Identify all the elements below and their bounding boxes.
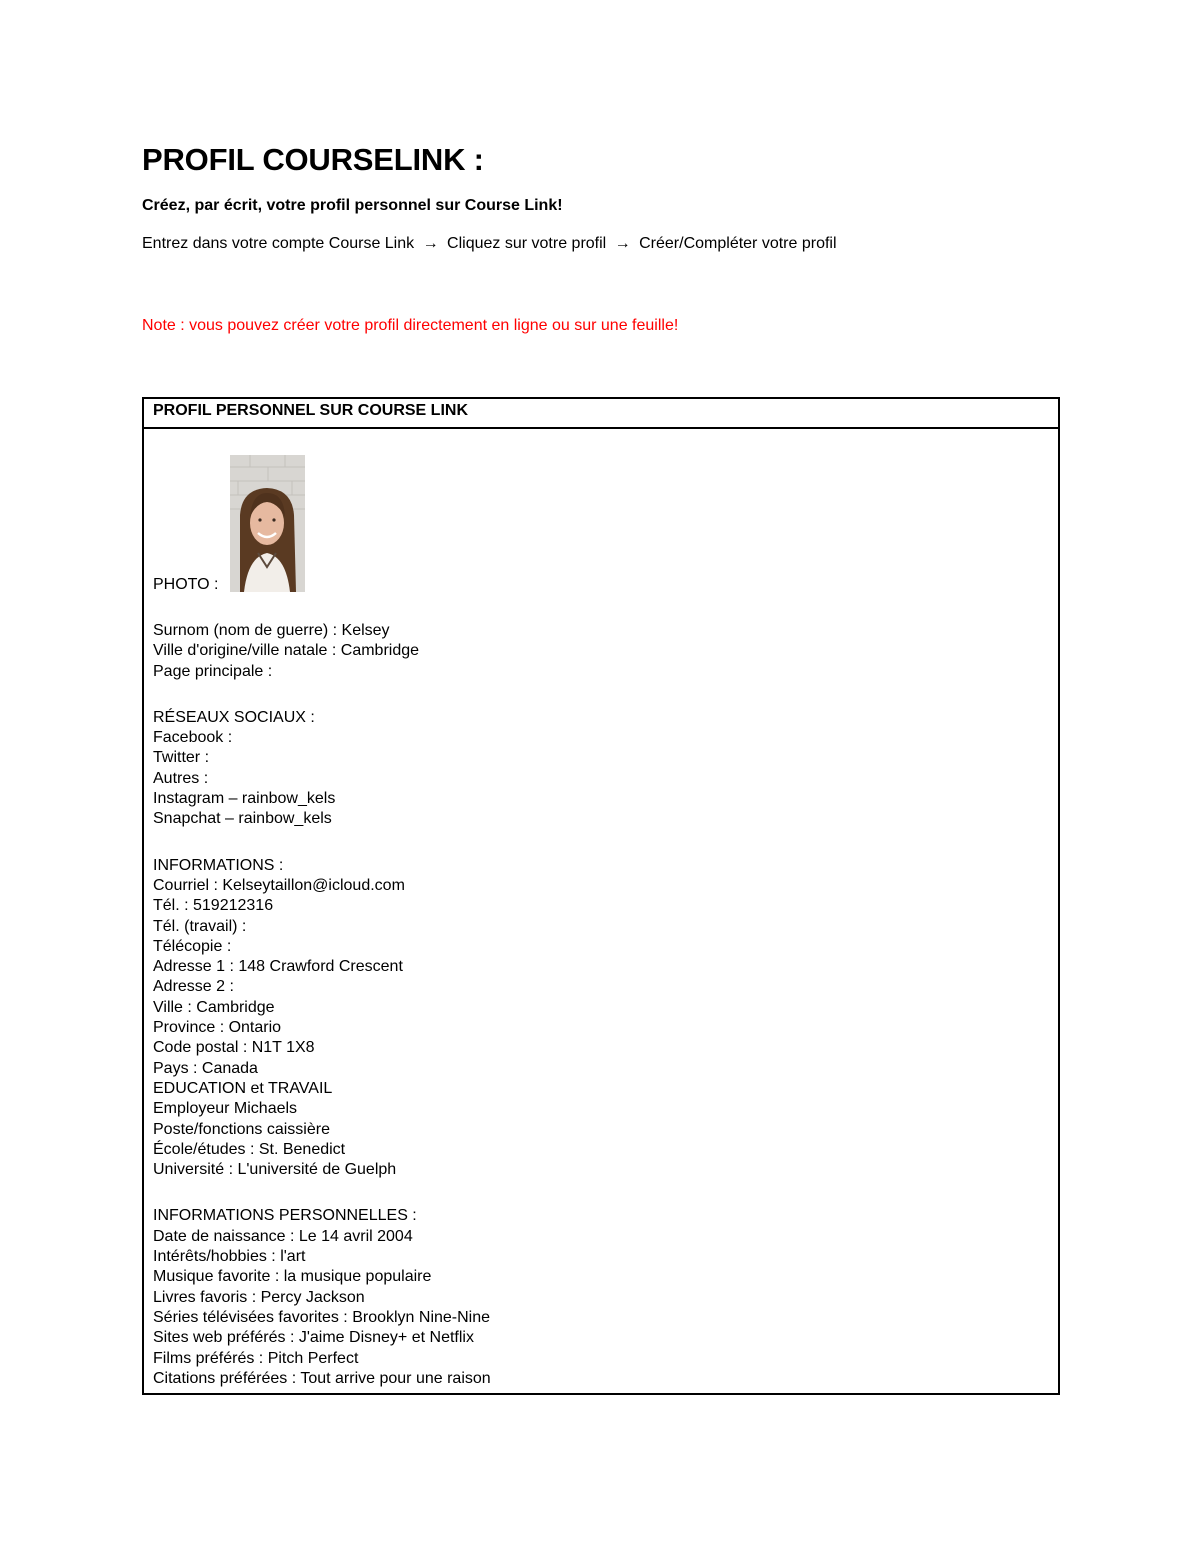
spacer bbox=[153, 830, 1058, 856]
field-line: Twitter : bbox=[153, 749, 210, 767]
field-line: Instagram – rainbow_kels bbox=[153, 790, 336, 808]
field-line: Date de naissance : Le 14 avril 2004 bbox=[153, 1227, 413, 1245]
field-line: Code postal : N1T 1X8 bbox=[153, 1039, 315, 1057]
field-line: Employeur Michaels bbox=[153, 1100, 298, 1118]
profile-box bbox=[142, 397, 1060, 1395]
section-heading: INFORMATIONS PERSONNELLES : bbox=[153, 1207, 417, 1225]
profile-fields bbox=[153, 621, 1058, 1389]
profile-photo bbox=[230, 455, 305, 592]
field-line: Page principale : bbox=[153, 662, 273, 680]
field-line: Musique favorite : la musique populaire bbox=[153, 1268, 432, 1286]
section-personal bbox=[153, 1206, 1058, 1389]
field-line: Films préférés : Pitch Perfect bbox=[153, 1349, 359, 1367]
instructions bbox=[142, 234, 837, 254]
field-line: Télécopie : bbox=[153, 937, 232, 955]
instruction-step-3: Créer/Compléter votre profil bbox=[639, 235, 837, 252]
note-text: Note : vous pouvez créer votre profil directement en ligne ou sur une feuille! bbox=[142, 317, 679, 334]
field-line: Snapchat – rainbow_kels bbox=[153, 810, 332, 828]
field-line: Poste/fonctions caissière bbox=[153, 1120, 330, 1138]
field-line: École/études : St. Benedict bbox=[153, 1140, 346, 1158]
field-line: Tél. : 519212316 bbox=[153, 897, 274, 915]
instruction-step-2: Cliquez sur votre profil bbox=[447, 235, 607, 252]
field-line: Adresse 1 : 148 Crawford Crescent bbox=[153, 958, 403, 976]
field-line: Pays : Canada bbox=[153, 1059, 258, 1077]
field-line: Adresse 2 : bbox=[153, 978, 234, 996]
field-line: Citations préférées : Tout arrive pour une raison bbox=[153, 1369, 491, 1387]
section-info bbox=[153, 856, 1058, 1181]
section-heading: EDUCATION et TRAVAIL bbox=[153, 1079, 333, 1097]
subtitle: Créez, par écrit, votre profil personnel sur Course Link! bbox=[142, 197, 563, 214]
field-line: Surnom (nom de guerre) : Kelsey bbox=[153, 622, 390, 639]
section-heading: RÉSEAUX SOCIAUX : bbox=[153, 708, 315, 726]
field-line: Ville : Cambridge bbox=[153, 998, 275, 1016]
spacer bbox=[153, 1180, 1058, 1206]
field-line: Ville d'origine/ville natale : Cambridge bbox=[153, 642, 420, 660]
instruction-step-1: Entrez dans votre compte Course Link bbox=[142, 235, 415, 252]
field-line: Livres favoris : Percy Jackson bbox=[153, 1288, 365, 1306]
profile-heading: PROFIL PERSONNEL SUR COURSE LINK bbox=[144, 399, 1058, 429]
arrow-right-icon: → bbox=[614, 235, 631, 252]
spacer bbox=[153, 682, 1058, 708]
field-line: Intérêts/hobbies : l'art bbox=[153, 1248, 306, 1266]
field-line: Autres : bbox=[153, 769, 209, 787]
field-line: Sites web préférés : J'aime Disney+ et Netflix bbox=[153, 1329, 474, 1347]
field-line: Facebook : bbox=[153, 729, 233, 747]
arrow-right-icon: → bbox=[422, 235, 439, 252]
field-line: Tél. (travail) : bbox=[153, 917, 247, 935]
page-title: PROFIL COURSELINK : bbox=[142, 142, 484, 177]
field-line: Courriel : Kelseytaillon@icloud.com bbox=[153, 876, 405, 894]
field-line: Province : Ontario bbox=[153, 1019, 282, 1037]
photo-label: PHOTO : bbox=[153, 576, 219, 593]
section-basic bbox=[153, 621, 1058, 682]
section-heading: INFORMATIONS : bbox=[153, 856, 284, 874]
section-social bbox=[153, 708, 1058, 830]
field-line: Université : L'université de Guelph bbox=[153, 1161, 397, 1179]
field-line: Séries télévisées favorites : Brooklyn Nine-Nine bbox=[153, 1308, 491, 1326]
